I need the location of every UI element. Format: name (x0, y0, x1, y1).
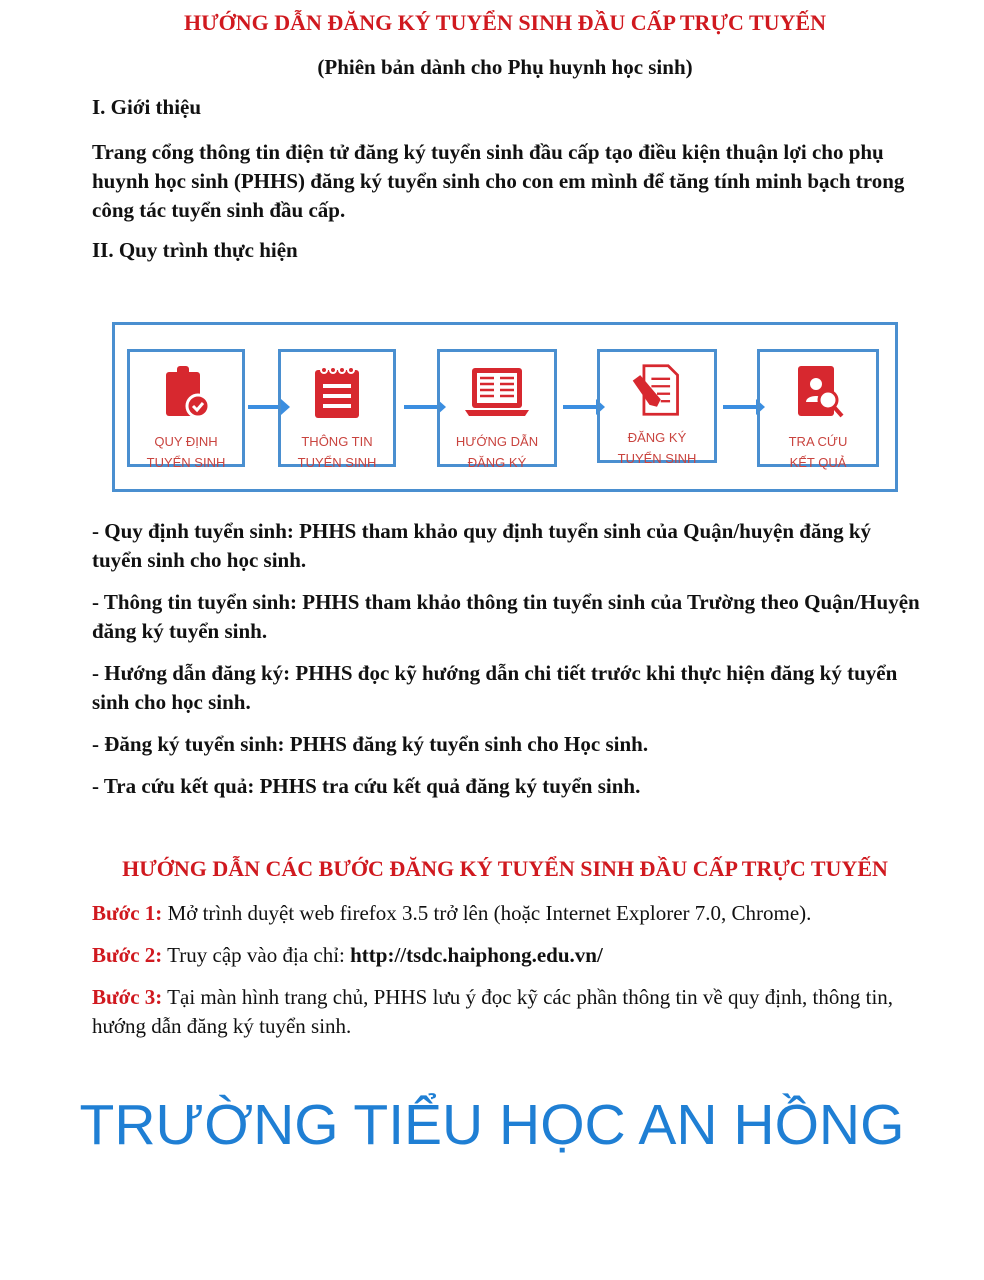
step-text: Mở trình duyệt web firefox 3.5 trở lên (hoặc Internet Explorer 7.0, Chrome). (162, 901, 812, 925)
bullet-information: - Thông tin tuyển sinh: PHHS tham khảo thông tin tuyển sinh của Trường theo Quận/Huyện đăng ký tuyển sinh. (92, 590, 920, 643)
school-name: TRƯỜNG TIỂU HỌC AN HỒNG (79, 1093, 905, 1157)
step-label: TUYỂN SINH (146, 455, 226, 470)
section-heading-intro: I. Giới thiệu (92, 95, 202, 119)
bullet-regulations: - Quy định tuyển sinh: PHHS tham khảo quy định tuyển sinh của Quận/huyện đăng ký tuyển sinh cho học sinh. (92, 519, 872, 572)
step-box-results (757, 349, 879, 470)
bullet-results: - Tra cứu kết quả: PHHS tra cứu kết quả đăng ký tuyển sinh. (92, 774, 641, 798)
document-subtitle: (Phiên bản dành cho Phụ huynh học sinh) (317, 55, 693, 79)
step-label: ĐĂNG KÝ (627, 430, 687, 445)
step-label: TUYỂN SINH (297, 455, 377, 470)
bullet-register: - Đăng ký tuyển sinh: PHHS đăng ký tuyển sinh cho Học sinh. (92, 732, 649, 756)
step-label: TRA CỨU (788, 434, 848, 449)
arrow-icon (723, 405, 759, 409)
step-label: HƯỚNG DẪN (455, 434, 539, 449)
step-box-information (278, 349, 396, 470)
contact-search-icon (788, 362, 848, 422)
step-label: QUY ĐỊNH (154, 434, 218, 449)
document-title: HƯỚNG DẪN ĐĂNG KÝ TUYỂN SINH ĐẦU CẤP TRỰC TUYẾN (184, 10, 826, 35)
step-label: ĐĂNG KÝ (467, 455, 527, 470)
bullet-guide: - Hướng dẫn đăng ký: PHHS đọc kỹ hướng dẫn chi tiết trước khi thực hiện đăng ký tuyển sinh cho học sinh. (92, 661, 898, 714)
intro-paragraph: Trang cổng thông tin điện tử đăng ký tuyển sinh đầu cấp tạo điều kiện thuận lợi cho phụ huynh học sinh (PHHS) đăng ký tuyển sinh cho con em mình để tăng tính minh bạch trong công tác tuyển sinh đầu cấp. (92, 140, 905, 222)
step-text: Truy cập vào địa chỉ: (162, 943, 351, 967)
arrow-icon (563, 405, 599, 409)
step-1 (92, 899, 922, 928)
step-label: THÔNG TIN (301, 434, 373, 449)
section-heading-process: II. Quy trình thực hiện (92, 238, 298, 262)
step-key: Bước 1: (92, 901, 163, 925)
step-3 (92, 983, 922, 1041)
clipboard-check-icon (156, 362, 216, 422)
step-label: KẾT QUẢ (789, 455, 847, 470)
step-label: TUYỂN SINH (617, 451, 697, 466)
step-key: Bước 2: (92, 943, 163, 967)
step-key: Bước 3: (92, 985, 163, 1009)
step-box-register (597, 349, 717, 466)
portal-url-link[interactable]: http://tsdc.haiphong.edu.vn/ (350, 943, 603, 967)
document-pen-icon (627, 362, 687, 418)
notepad-icon (307, 362, 367, 422)
steps-heading: HƯỚNG DẪN CÁC BƯỚC ĐĂNG KÝ TUYỂN SINH ĐẦU CẤP TRỰC TUYẾN (122, 856, 888, 881)
step-text: Tại màn hình trang chủ, PHHS lưu ý đọc kỹ các phần thông tin về quy định, thông tin, hướng dẫn đăng ký tuyển sinh. (92, 985, 894, 1038)
step-box-guide (437, 349, 557, 470)
process-diagram (112, 322, 898, 492)
laptop-book-icon (462, 362, 532, 422)
step-2 (92, 941, 922, 970)
arrow-icon (404, 405, 440, 409)
step-box-regulations (127, 349, 245, 470)
